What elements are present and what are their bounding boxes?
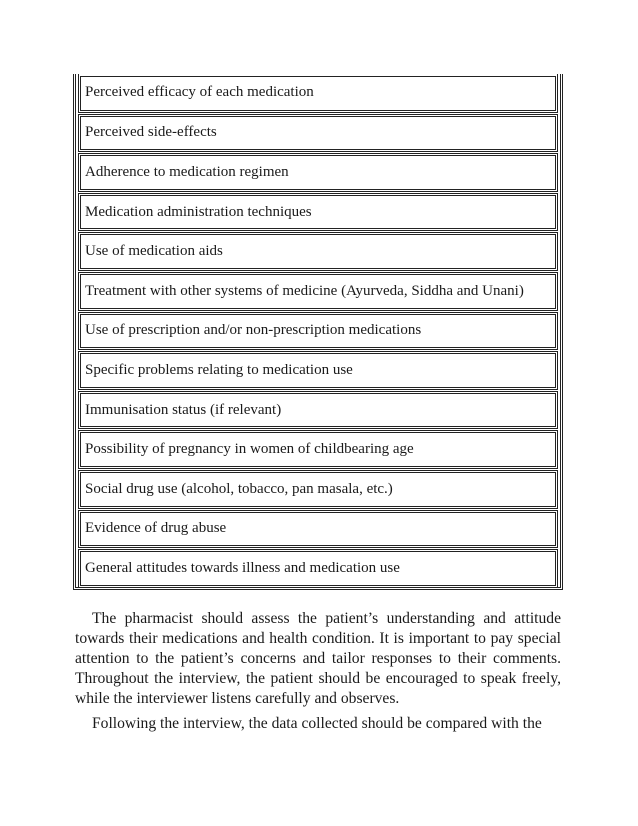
table-row [78, 193, 558, 232]
table-row [78, 510, 558, 549]
table-cell-text: Immunisation status (if relevant) [85, 401, 282, 418]
paragraph-assessment: The pharmacist should assess the patient’s understanding and attitude towards their medications and health condition. It is important to pay special attention to the patient’s concerns and tailor responses to their comments. Throughout the interview, the patient should be encouraged to speak freely, while the interviewer listens carefully and observes. [75, 610, 561, 707]
table-row [78, 549, 558, 588]
paragraph-following-interview: Following the interview, the data collected should be compared with the [92, 715, 542, 732]
table-row [78, 470, 558, 509]
table-cell-text: Medication administration techniques [85, 203, 312, 220]
table-cell-text: Perceived efficacy of each medication [85, 84, 314, 101]
table-row [78, 74, 558, 113]
table-row [78, 114, 558, 153]
table-cell-text: Adherence to medication regimen [85, 163, 289, 180]
table-cell-text: Perceived side-effects [85, 124, 217, 141]
table-cell-text: Use of medication aids [85, 243, 223, 260]
table-row [78, 312, 558, 351]
table-row [78, 153, 558, 192]
table-cell-text: Treatment with other systems of medicine (Ayurveda, Siddha and Unani) [85, 282, 524, 299]
table-row [78, 232, 558, 271]
table-cell-text: General attitudes towards illness and medication use [85, 559, 400, 576]
table-cell-text: Social drug use (alcohol, tobacco, pan masala, etc.) [85, 480, 393, 497]
table-cell-text: Use of prescription and/or non-prescription medications [85, 322, 422, 339]
table-cell-text: Possibility of pregnancy in women of childbearing age [85, 441, 414, 458]
table-row [78, 391, 558, 430]
table-row [78, 272, 558, 311]
table-row [78, 351, 558, 390]
table-row [78, 430, 558, 469]
table-rows [78, 74, 558, 585]
table-cell-text: Specific problems relating to medication use [85, 361, 353, 378]
table-cell-text: Evidence of drug abuse [85, 520, 227, 537]
assessment-table [73, 74, 563, 590]
